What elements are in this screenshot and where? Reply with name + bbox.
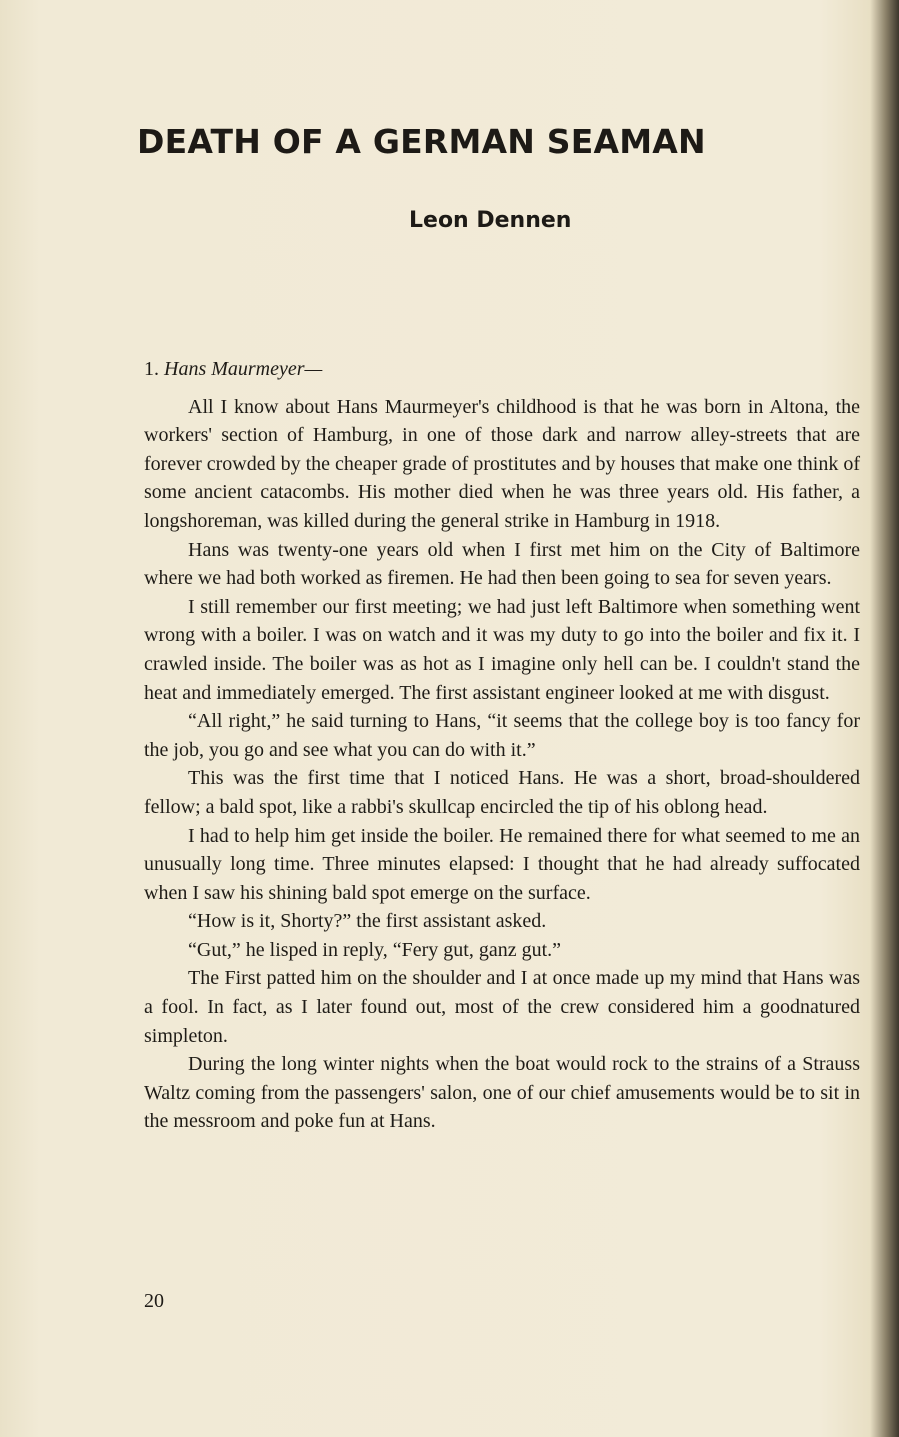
paragraph: The First patted him on the shoulder and I at once made up my mind that Hans was a fool. In fact, as I later found out, most of the crew considered him a goodnatured simpleton.	[144, 967, 860, 1047]
paragraph: “Gut,” he lisped in reply, “Fery gut, ganz gut.”	[188, 938, 562, 961]
paragraph: I still remember our first meeting; we had just left Baltimore when something went wrong with a boiler. I was on watch and it was my duty to go into the boiler and fix it. I crawled inside. The boiler was as hot as I imagine only hell can be. I couldn't stand the heat and immediately emerged. The first assistant engineer looked at me with disgust.	[144, 595, 860, 704]
article-author: Leon Dennen	[409, 208, 572, 233]
article-body	[144, 355, 860, 1136]
paragraph: “How is it, Shorty?” the first assistant asked.	[188, 910, 547, 933]
paragraph: “All right,” he said turning to Hans, “it seems that the college boy is too fancy for the job, you go and see what you can do with it.”	[144, 710, 860, 761]
paragraph: I had to help him get inside the boiler. He remained there for what seemed to me an unusually long time. Three minutes elapsed: I thought that he had already suffocated when I saw his shining bald spot emerge on the surface.	[144, 824, 860, 904]
article-title: DEATH OF A GERMAN SEAMAN	[137, 122, 706, 161]
section-heading	[144, 355, 860, 384]
paragraph: Hans was twenty-one years old when I first met him on the City of Baltimore where we had both worked as firemen. He had then been going to sea for seven years.	[144, 538, 860, 590]
page-number: 20	[144, 1290, 164, 1312]
section-number: 1.	[144, 358, 159, 380]
paragraph: All I know about Hans Maurmeyer's childhood is that he was born in Altona, the workers' section of Hamburg, in one of those dark and narrow alley-streets that are forever crowded by the cheaper grade of prostitutes and by houses that make one think of some ancient catacombs. His mother died when he was three years old. His father, a longshoreman, was killed during the general strike in Hamburg in 1918.	[144, 395, 860, 532]
section-title: Hans Maurmeyer—	[164, 358, 323, 380]
paragraph: During the long winter nights when the boat would rock to the strains of a Strauss Waltz coming from the passengers' salon, one of our chief amusements would be to sit in the messroom and poke fun at Hans.	[144, 1053, 860, 1133]
paragraph: This was the first time that I noticed Hans. He was a short, broad-shouldered fellow; a bald spot, like a rabbi's skullcap encircled the tip of his oblong head.	[144, 767, 860, 818]
